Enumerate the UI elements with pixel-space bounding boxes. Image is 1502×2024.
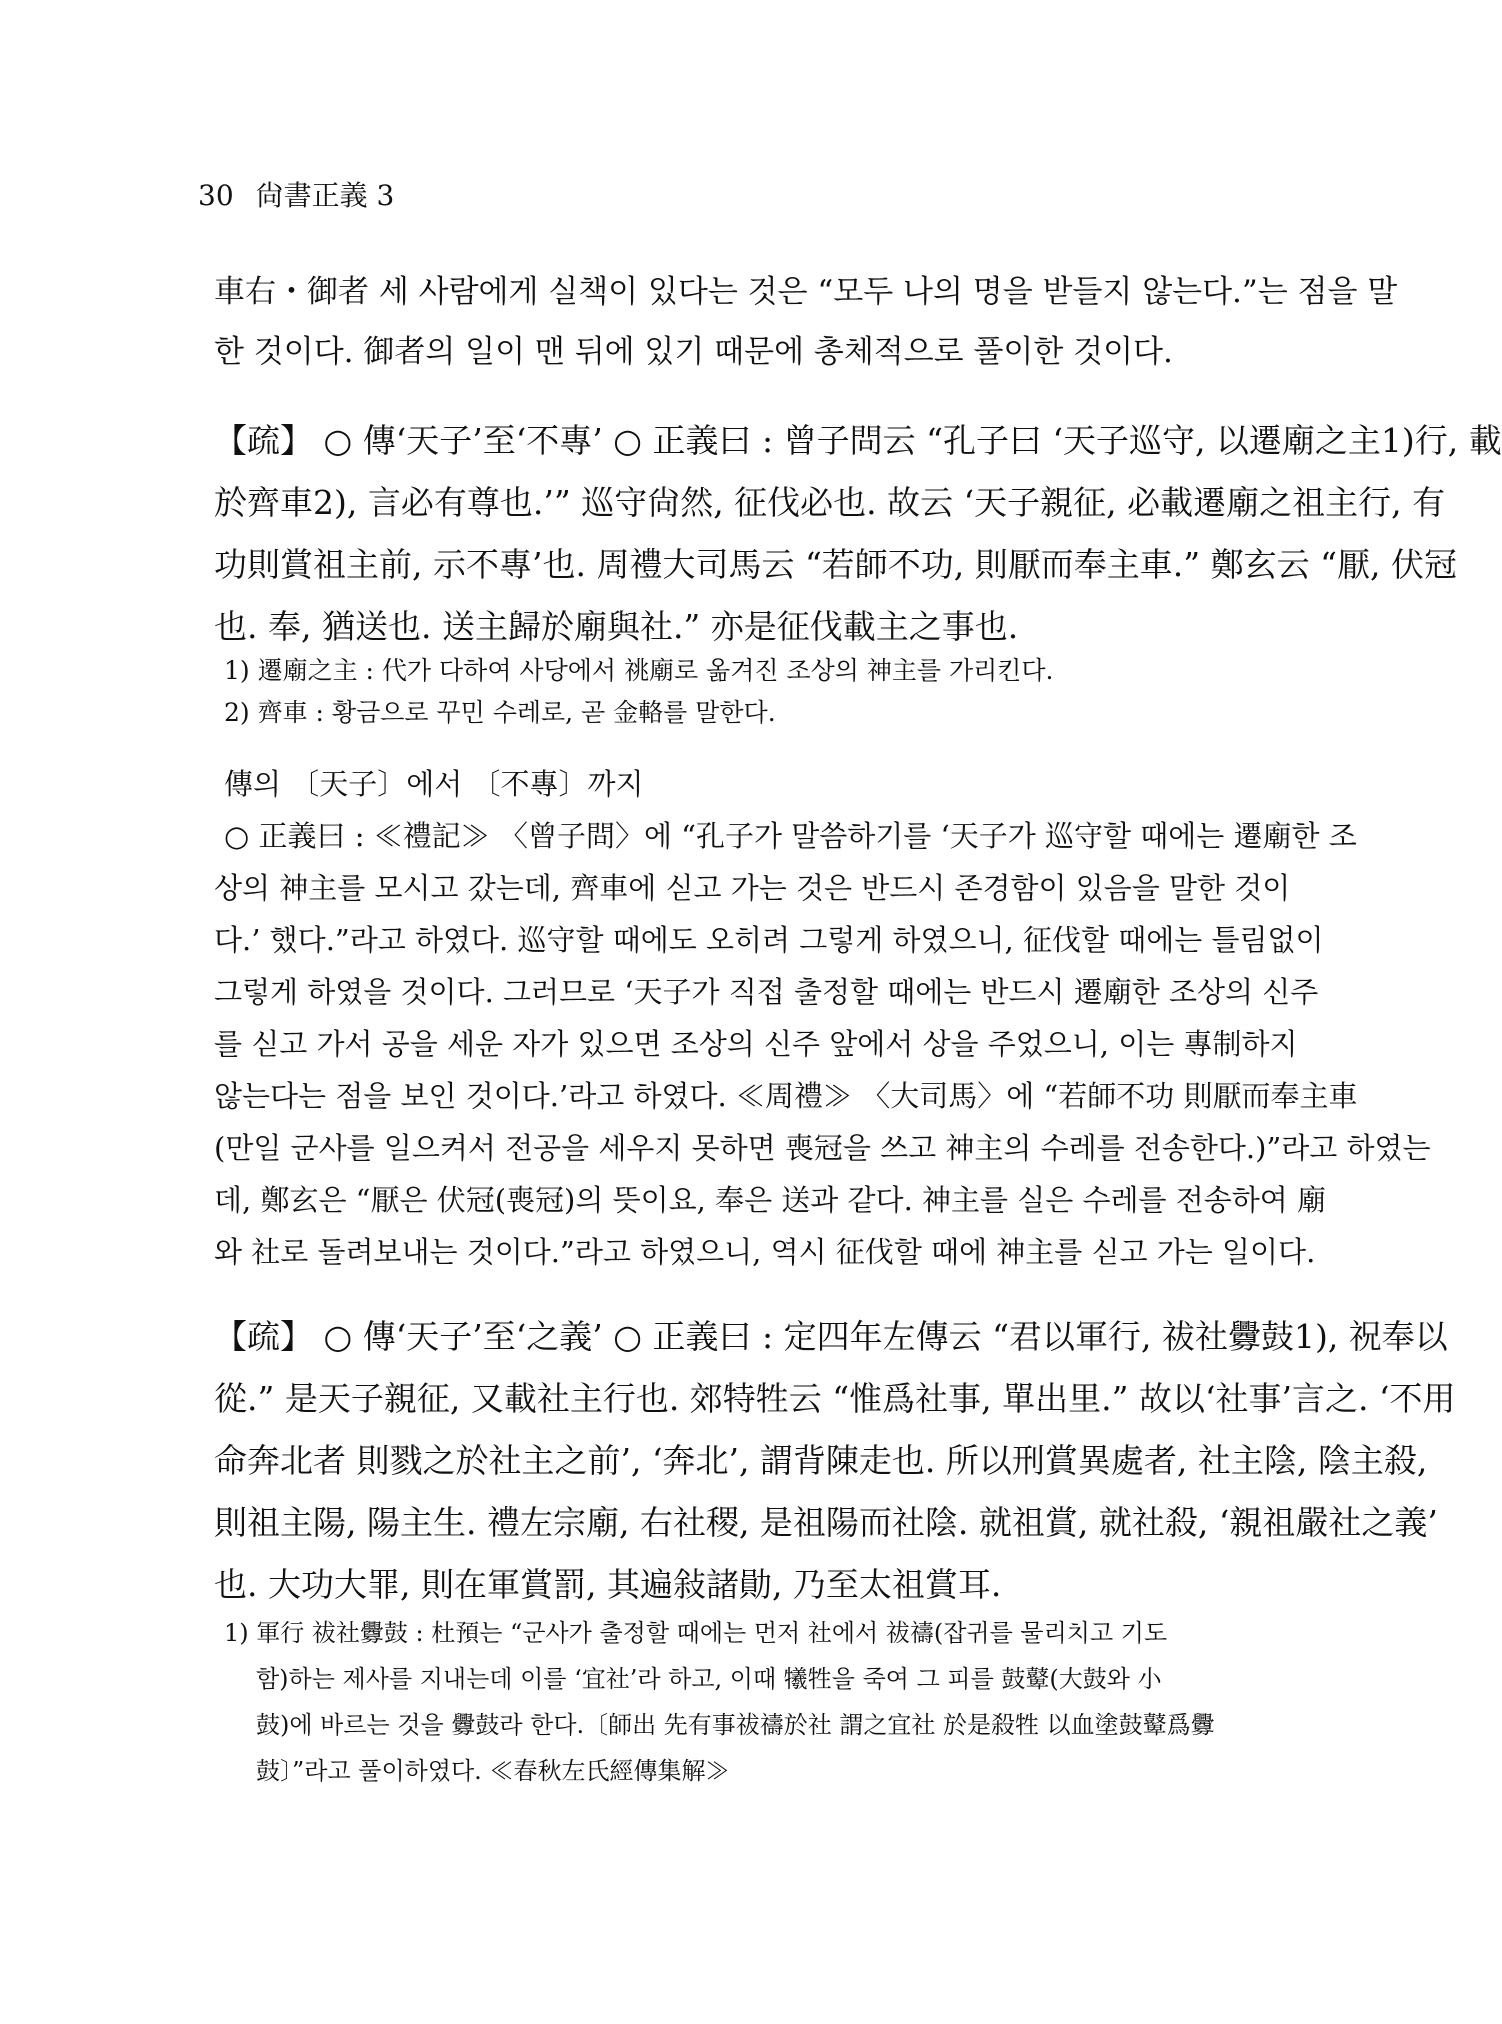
text-line: 데, 鄭玄은 “厭은 伏冠(喪冠)의 뜻이요, 奉은 送과 같다. 神主를 실은 수레를 전송하여 廟 — [214, 1183, 1327, 1217]
commentary-paragraph-1 — [214, 410, 1502, 658]
footnote: 1) 遷廟之主 : 代가 다하여 사당에서 祧廟로 옮겨진 조상의 神主를 가리킨다. — [224, 656, 1054, 685]
text-line: 從.” 是天子親征, 又載社主行也. 郊特牲云 “惟爲社事, 單出里.” 故以‘社事’言之. ‘不用 — [214, 1379, 1456, 1418]
footnotes-1 — [214, 650, 1284, 734]
section-heading: 傳의 〔天子〕에서 〔不專〕까지 — [224, 767, 644, 801]
text-line: 【疏】 ○ 傳‘天子’至‘之義’ ○ 正義曰 : 定四年左傳云 “君以軍行, 祓社釁鼓1), 祝奉以 — [214, 1317, 1448, 1356]
translation-paragraph-1 — [214, 758, 1431, 1278]
text-line: (만일 군사를 일으켜서 전공을 세우지 못하면 喪冠을 쓰고 神主의 수레를 전송한다.)”라고 하였는 — [214, 1131, 1431, 1165]
text-line: 그렇게 하였을 것이다. 그러므로 ‘天子가 직접 출정할 때에는 반드시 遷廟한 조상의 신주 — [214, 975, 1319, 1009]
footnotes-2 — [214, 1610, 1274, 1794]
footnote: 2) 齊車 : 황금으로 꾸민 수레로, 곧 金輅를 말한다. — [224, 698, 776, 727]
text-line: ○ 正義曰 : ≪禮記≫ 〈曾子問〉에 “孔子가 말씀하기를 ‘天子가 巡守할 때에는 遷廟한 조 — [224, 819, 1357, 853]
text-line: 와 社로 돌려보내는 것이다.”라고 하였으니, 역시 征伐할 때에 神主를 싣고 가는 일이다. — [214, 1235, 1316, 1269]
footnote: 함)하는 제사를 지내는데 이를 ‘宜社’라 하고, 이때 犧牲을 죽여 그 피를 鼓鼙(大鼓와 小 — [256, 1665, 1162, 1693]
text-line: 於齊車2), 言必有尊也.’” 巡守尙然, 征伐必也. 故云 ‘天子親征, 必載遷廟之祖主行, 有 — [214, 483, 1446, 522]
text-line: 也. 大功大罪, 則在軍賞罰, 其遍敍諸勛, 乃至太祖賞耳. — [214, 1565, 1002, 1604]
page-number: 30 — [198, 179, 234, 212]
footnote: 鼓〕”라고 풀이하였다. ≪春秋左氏經傳集解≫ — [256, 1757, 730, 1785]
book-title: 尙書正義 3 — [255, 179, 395, 212]
text-line: 功則賞祖主前, 示不專’也. 周禮大司馬云 “若師不功, 則厭而奉主車.” 鄭玄云 “厭, 伏冠 — [214, 545, 1457, 584]
text-line: 않는다는 점을 보인 것이다.’라고 하였다. ≪周禮≫ 〈大司馬〉에 “若師不功 則厭而奉主車 — [214, 1079, 1358, 1113]
intro-paragraph — [214, 262, 1398, 382]
text-line: 車右・御者 세 사람에게 실책이 있다는 것은 “모두 나의 명을 받들지 않는다.”는 점을 말 — [214, 274, 1398, 310]
text-line: 한 것이다. 御者의 일이 맨 뒤에 있기 때문에 총체적으로 풀이한 것이다. — [214, 334, 1173, 370]
text-line: 다.’ 했다.”라고 하였다. 巡守할 때에도 오히려 그렇게 하였으니, 征伐할 때에는 틀림없이 — [214, 923, 1324, 957]
commentary-paragraph-2 — [214, 1306, 1456, 1616]
footnote: 1) 軍行 祓社釁鼓 : 杜預는 “군사가 출정할 때에는 먼저 社에서 祓禱(잡귀를 물리치고 기도 — [224, 1619, 1168, 1647]
running-header — [198, 178, 394, 214]
text-line: 則祖主陽, 陽主生. 禮左宗廟, 右社稷, 是祖陽而社陰. 就祖賞, 就社殺, ‘親祖嚴社之義’ — [214, 1503, 1438, 1542]
text-line: 를 싣고 가서 공을 세운 자가 있으면 조상의 신주 앞에서 상을 주었으니, 이는 專制하지 — [214, 1027, 1298, 1061]
footnote: 鼓)에 바르는 것을 釁鼓라 한다.〔師出 先有事祓禱於社 謂之宜社 於是殺牲 以血塗鼓鼙爲釁 — [256, 1711, 1215, 1739]
text-line: 【疏】 ○ 傳‘天子’至‘不專’ ○ 正義曰 : 曾子問云 “孔子曰 ‘天子巡守, 以遷廟之主1)行, 載 — [214, 421, 1502, 460]
text-line: 命奔北者 則戮之於社主之前’, ‘奔北’, 謂背陳走也. 所以刑賞異處者, 社主陰, 陰主殺, — [214, 1441, 1428, 1480]
text-line: 也. 奉, 猶送也. 送主歸於廟與社.” 亦是征伐載主之事也. — [214, 607, 1019, 646]
text-line: 상의 神主를 모시고 갔는데, 齊車에 싣고 가는 것은 반드시 존경함이 있음을 말한 것이 — [214, 871, 1291, 905]
